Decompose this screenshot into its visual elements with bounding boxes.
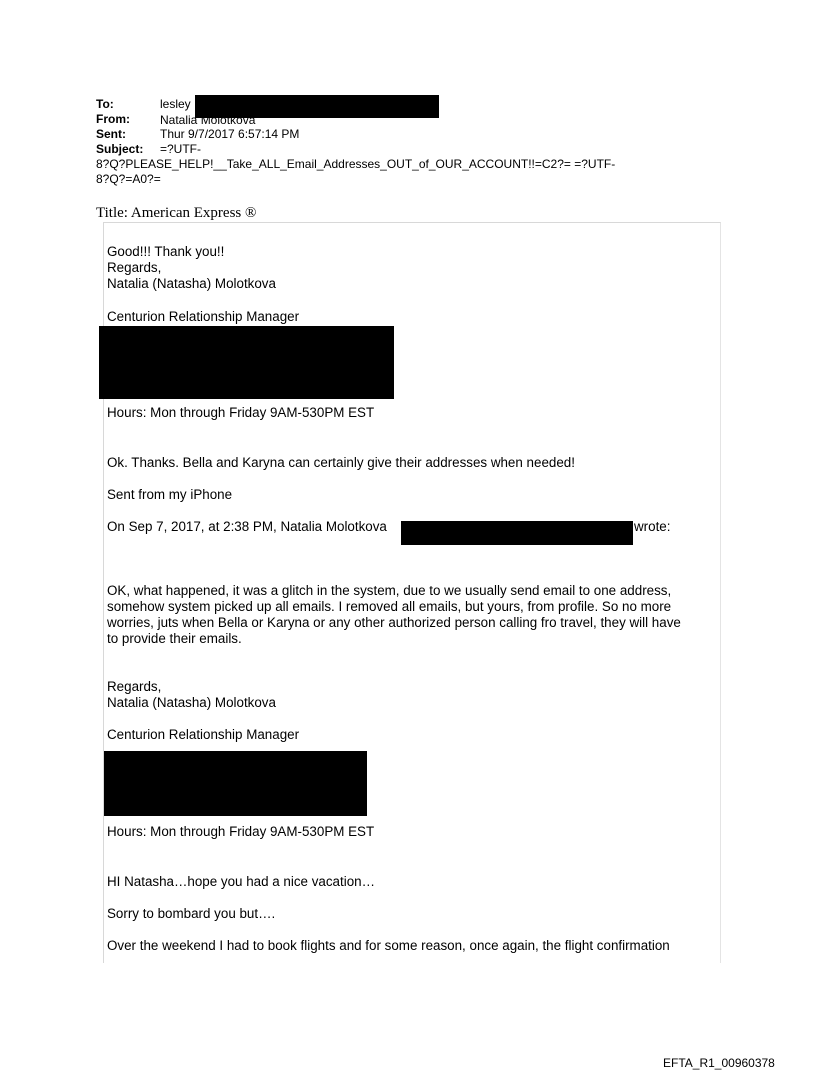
redaction-box-signature1 <box>99 326 394 399</box>
quote-header-end: wrote: <box>634 519 671 534</box>
to-label: To: <box>96 97 114 111</box>
sent-value: Thur 9/7/2017 6:57:14 PM <box>160 127 300 141</box>
message4-line2: Sorry to bombard you but…. <box>107 906 276 921</box>
reply1-line3: Natalia (Natasha) Molotkova <box>107 276 276 291</box>
name2: Natalia (Natasha) Molotkova <box>107 695 276 710</box>
hours1: Hours: Mon through Friday 9AM-530PM EST <box>107 405 375 420</box>
quote-header-start: On Sep 7, 2017, at 2:38 PM, Natalia Molotkova <box>107 519 387 534</box>
message3-line3: worries, juts when Bella or Karyna or any other authorized person calling fro travel, they will have <box>107 615 681 630</box>
signature2-role: Centurion Relationship Manager <box>107 727 300 742</box>
reply1-line1: Good!!! Thank you!! <box>107 244 225 259</box>
redaction-box-signature2 <box>104 751 367 816</box>
message3-line1: OK, what happened, it was a glitch in the system, due to we usually send email to one address, <box>107 583 672 598</box>
subject-line-3: 8?Q?=A0?= <box>96 172 161 186</box>
from-value: Natalia Molotkova <box>160 113 256 127</box>
hours2: Hours: Mon through Friday 9AM-530PM EST <box>107 824 375 839</box>
subject-line-1: =?UTF- <box>160 142 202 156</box>
to-value: lesley <box>160 97 191 111</box>
redaction-box-email <box>401 521 633 545</box>
title-line: Title: American Express ® <box>96 205 257 221</box>
document-id: EFTA_R1_00960378 <box>663 1056 775 1070</box>
signature1-role: Centurion Relationship Manager <box>107 309 300 324</box>
reply1-line2: Regards, <box>107 260 162 275</box>
subject-label: Subject: <box>96 142 144 156</box>
sent-from-iphone: Sent from my iPhone <box>107 487 233 502</box>
message4-line3: Over the weekend I had to book flights and for some reason, once again, the flight confirmation <box>107 938 670 953</box>
regards2: Regards, <box>107 679 162 694</box>
message3-line2: somehow system picked up all emails. I removed all emails, but yours, from profile. So no more <box>107 599 672 614</box>
message3-line4: to provide their emails. <box>107 631 242 646</box>
message4-line1: HI Natasha…hope you had a nice vacation… <box>107 874 375 889</box>
from-label: From: <box>96 112 130 126</box>
sent-label: Sent: <box>96 127 126 141</box>
subject-line-2: 8?Q?PLEASE_HELP!__Take_ALL_Email_Addresses_OUT_of_OUR_ACCOUNT!!=C2?= =?UTF- <box>96 157 616 171</box>
message2: Ok. Thanks. Bella and Karyna can certainly give their addresses when needed! <box>107 455 575 470</box>
